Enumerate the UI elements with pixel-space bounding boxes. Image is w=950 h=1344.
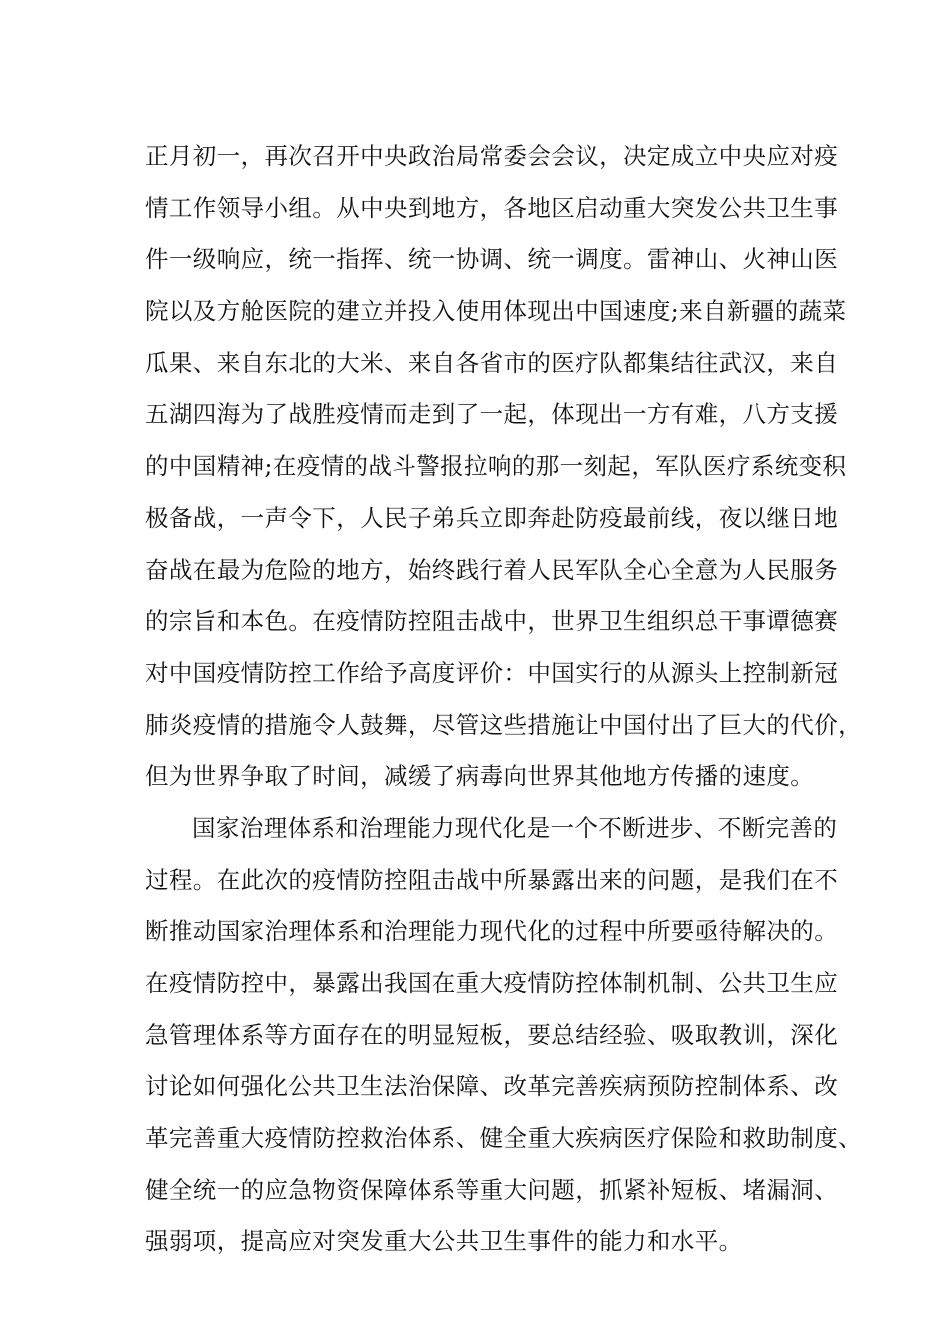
text-line: 件一级响应，统一指挥、统一协调、统一调度。雷神山、火神山医	[145, 245, 839, 274]
text-line: 急管理体系等方面存在的明显短板，要总结经验、吸取教训，深化	[145, 1020, 839, 1049]
text-line: 奋战在最为危险的地方，始终践行着人民军队全心全意为人民服务	[145, 555, 839, 584]
document-body	[145, 131, 862, 1268]
text-line: 肺炎疫情的措施令人鼓舞，尽管这些措施让中国付出了巨大的代价，	[145, 710, 862, 739]
text-line: 五湖四海为了战胜疫情而走到了一起，体现出一方有难，八方支援	[145, 400, 839, 429]
text-line: 过程。在此次的疫情防控阻击战中所暴露出来的问题，是我们在不	[145, 865, 839, 894]
text-line: 断推动国家治理体系和治理能力现代化的过程中所要亟待解决的。	[145, 917, 839, 946]
paragraph-first-line: 国家治理体系和治理能力现代化是一个不断进步、不断完善的	[192, 813, 838, 842]
text-line: 院以及方舱医院的建立并投入使用体现出中国速度;来自新疆的蔬菜	[145, 297, 847, 326]
text-line: 讨论如何强化公共卫生法治保障、改革完善疾病预防控制体系、改	[145, 1072, 839, 1101]
text-line: 的中国精神;在疫情的战斗警报拉响的那一刻起，军队医疗系统变积	[145, 452, 847, 481]
text-line: 对中国疫情防控工作给予高度评价：中国实行的从源头上控制新冠	[145, 658, 839, 687]
text-line: 健全统一的应急物资保障体系等重大问题，抓紧补短板、堵漏洞、	[145, 1175, 839, 1204]
text-line: 但为世界争取了时间，减缓了病毒向世界其他地方传播的速度。	[145, 762, 815, 791]
text-line: 极备战，一声令下，人民子弟兵立即奔赴防疫最前线，夜以继日地	[145, 503, 839, 532]
text-line: 正月初一，再次召开中央政治局常委会会议，决定成立中央应对疫	[145, 142, 839, 170]
text-line: 在疫情防控中，暴露出我国在重大疫情防控体制机制、公共卫生应	[145, 969, 839, 997]
text-line: 情工作领导小组。从中央到地方，各地区启动重大突发公共卫生事	[145, 193, 839, 222]
text-line: 强弱项，提高应对突发重大公共卫生事件的能力和水平。	[145, 1227, 743, 1256]
text-line: 的宗旨和本色。在疫情防控阻击战中，世界卫生组织总干事谭德赛	[145, 607, 839, 636]
text-line: 革完善重大疫情防控救治体系、健全重大疾病医疗保险和救助制度、	[145, 1124, 862, 1153]
text-line: 瓜果、来自东北的大米、来自各省市的医疗队都集结往武汉，来自	[145, 348, 839, 377]
